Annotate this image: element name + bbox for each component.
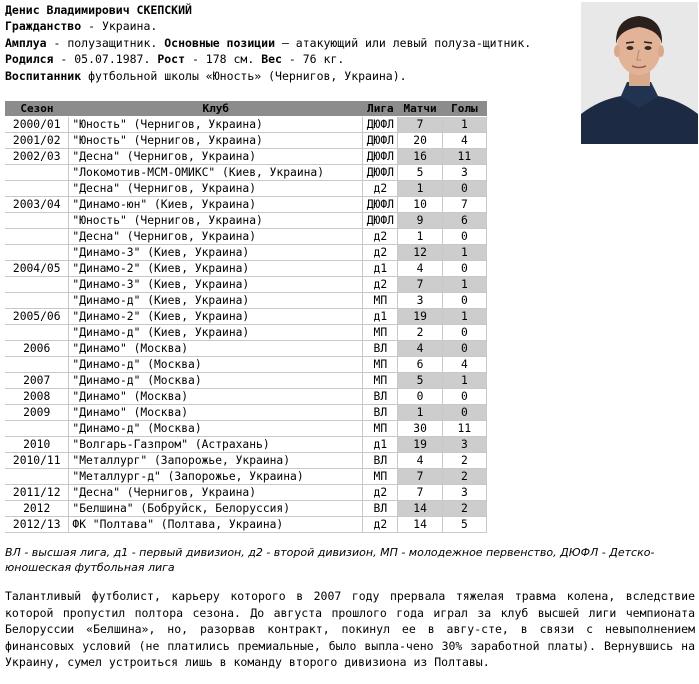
cell-club: "Металлург" (Запорожье, Украина) xyxy=(69,453,363,469)
cell-goals: 0 xyxy=(442,325,486,341)
cell-club: "Динамо" (Москва) xyxy=(69,341,363,357)
table-row xyxy=(5,437,487,453)
cell-league: МП xyxy=(363,421,398,437)
cell-season xyxy=(5,213,69,229)
cell-goals: 1 xyxy=(442,309,486,325)
cell-club: "Юность" (Чернигов, Украина) xyxy=(69,117,363,133)
cell-season xyxy=(5,277,69,293)
cell-season: 2008 xyxy=(5,389,69,405)
table-row xyxy=(5,325,487,341)
table-row xyxy=(5,341,487,357)
cell-goals: 6 xyxy=(442,213,486,229)
pupil-value: футбольной школы «Юность» (Чернигов, Украина). xyxy=(81,68,407,83)
league-legend: ВЛ - высшая лига, д1 - первый дивизион, д2 - второй дивизион, МП - молодежное первенство, ДЮФЛ - Детско-юношеская футбольная лига xyxy=(5,546,655,574)
cell-matches: 5 xyxy=(398,373,442,389)
positions-value: — атакующий или левый полуза-щитник. xyxy=(275,35,532,50)
table-row xyxy=(5,165,487,181)
header-season: Сезон xyxy=(5,101,69,117)
pupil-label: Воспитанник xyxy=(5,68,82,83)
cell-matches: 7 xyxy=(398,485,442,501)
citizenship-label: Гражданство xyxy=(5,19,82,34)
citizenship-value: - Украина. xyxy=(81,19,158,34)
cell-club: "Юность" (Чернигов, Украина) xyxy=(69,133,363,149)
cell-league: д2 xyxy=(363,245,398,261)
cell-league: ВЛ xyxy=(363,405,398,421)
height-value: - 178 см. xyxy=(185,52,262,67)
cell-goals: 2 xyxy=(442,453,486,469)
cell-league: ДЮФЛ xyxy=(363,197,398,213)
cell-league: ДЮФЛ xyxy=(363,117,398,133)
cell-league: д2 xyxy=(363,277,398,293)
cell-matches: 6 xyxy=(398,357,442,373)
cell-league: д2 xyxy=(363,181,398,197)
cell-matches: 7 xyxy=(398,277,442,293)
cell-club: "Динамо-д" (Киев, Украина) xyxy=(69,325,363,341)
cell-league: ДЮФЛ xyxy=(363,165,398,181)
table-row xyxy=(5,181,487,197)
cell-matches: 7 xyxy=(398,117,442,133)
cell-season xyxy=(5,325,69,341)
header-goals: Голы xyxy=(442,101,486,117)
cell-matches: 14 xyxy=(398,517,442,533)
player-name-line xyxy=(5,2,565,18)
cell-goals: 1 xyxy=(442,117,486,133)
cell-matches: 4 xyxy=(398,261,442,277)
cell-matches: 4 xyxy=(398,341,442,357)
header-matches: Матчи xyxy=(398,101,442,117)
citizenship-line xyxy=(5,18,565,34)
cell-goals: 0 xyxy=(442,229,486,245)
cell-goals: 1 xyxy=(442,245,486,261)
cell-season xyxy=(5,293,69,309)
table-row xyxy=(5,293,487,309)
cell-club: "Динамо-д" (Киев, Украина) xyxy=(69,293,363,309)
cell-league: д2 xyxy=(363,517,398,533)
cell-matches: 0 xyxy=(398,389,442,405)
weight-label: Вес xyxy=(261,52,282,67)
table-row xyxy=(5,357,487,373)
cell-league: МП xyxy=(363,469,398,485)
cell-season xyxy=(5,357,69,373)
cell-matches: 30 xyxy=(398,421,442,437)
role-label: Амплуа xyxy=(5,35,47,50)
table-row xyxy=(5,133,487,149)
player-portrait-image xyxy=(581,2,698,144)
pupil-line xyxy=(5,68,565,84)
table-row xyxy=(5,309,487,325)
cell-club: "Десна" (Чернигов, Украина) xyxy=(69,485,363,501)
table-row xyxy=(5,373,487,389)
cell-club: ФК "Полтава" (Полтава, Украина) xyxy=(69,517,363,533)
cell-club: "Десна" (Чернигов, Украина) xyxy=(69,149,363,165)
table-row xyxy=(5,229,487,245)
cell-matches: 10 xyxy=(398,197,442,213)
cell-league: МП xyxy=(363,293,398,309)
table-row xyxy=(5,389,487,405)
cell-season: 2003/04 xyxy=(5,197,69,213)
cell-club: "Динамо-юн" (Киев, Украина) xyxy=(69,197,363,213)
cell-club: "Металлург-д" (Запорожье, Украина) xyxy=(69,469,363,485)
cell-season xyxy=(5,469,69,485)
born-label: Родился xyxy=(5,52,54,67)
cell-goals: 0 xyxy=(442,261,486,277)
weight-value: - 76 кг. xyxy=(281,52,345,67)
cell-league: МП xyxy=(363,357,398,373)
cell-goals: 11 xyxy=(442,421,486,437)
cell-club: "Локомотив-МСМ-ОМИКС" (Киев, Украина) xyxy=(69,165,363,181)
career-table-header xyxy=(5,101,487,117)
cell-league: д2 xyxy=(363,485,398,501)
player-photo xyxy=(581,2,698,144)
player-story: Талантливый футболист, карьеру которого в 2007 году прервала тяжелая травма колена, вследствие которой пропустил полтора сезона. До августа прошлого года играл за клуб высшей лиги чемпионата Белоруссии «Белшина», но, разорвав контракт, покинул ее в авгу-сте, в связи с невыполнением финансовых условий (не платились премиальные, было выпла-чено 30% заработной платы). Вернувшись на Украину, сумел устроиться лишь в команду второго дивизиона из Полтавы. xyxy=(5,589,695,669)
cell-league: ДЮФЛ xyxy=(363,133,398,149)
cell-season: 2010 xyxy=(5,437,69,453)
cell-season: 2006 xyxy=(5,341,69,357)
table-row xyxy=(5,149,487,165)
cell-matches: 4 xyxy=(398,453,442,469)
born-value: - 05.07.1987. xyxy=(53,52,158,67)
cell-goals: 4 xyxy=(442,357,486,373)
cell-season: 2005/06 xyxy=(5,309,69,325)
cell-matches: 5 xyxy=(398,165,442,181)
table-row xyxy=(5,277,487,293)
cell-matches: 1 xyxy=(398,181,442,197)
cell-club: "Динамо" (Москва) xyxy=(69,405,363,421)
table-row xyxy=(5,197,487,213)
career-table xyxy=(5,101,487,533)
cell-league: ВЛ xyxy=(363,453,398,469)
cell-club: "Динамо-3" (Киев, Украина) xyxy=(69,277,363,293)
cell-season: 2010/11 xyxy=(5,453,69,469)
player-bio xyxy=(5,2,565,84)
table-row xyxy=(5,421,487,437)
cell-club: "Юность" (Чернигов, Украина) xyxy=(69,213,363,229)
cell-matches: 12 xyxy=(398,245,442,261)
cell-league: МП xyxy=(363,325,398,341)
cell-season xyxy=(5,181,69,197)
cell-season: 2011/12 xyxy=(5,485,69,501)
header-league: Лига xyxy=(363,101,398,117)
cell-goals: 11 xyxy=(442,149,486,165)
cell-season: 2009 xyxy=(5,405,69,421)
cell-goals: 0 xyxy=(442,389,486,405)
table-row xyxy=(5,469,487,485)
table-row xyxy=(5,117,487,133)
cell-matches: 14 xyxy=(398,501,442,517)
cell-matches: 1 xyxy=(398,229,442,245)
cell-league: ДЮФЛ xyxy=(363,213,398,229)
cell-goals: 0 xyxy=(442,181,486,197)
cell-league: д1 xyxy=(363,261,398,277)
cell-goals: 3 xyxy=(442,437,486,453)
cell-matches: 1 xyxy=(398,405,442,421)
cell-season xyxy=(5,165,69,181)
table-row xyxy=(5,245,487,261)
cell-club: "Десна" (Чернигов, Украина) xyxy=(69,181,363,197)
cell-season: 2012/13 xyxy=(5,517,69,533)
height-label: Рост xyxy=(157,52,186,67)
cell-club: "Белшина" (Бобруйск, Белоруссия) xyxy=(69,501,363,517)
table-row xyxy=(5,485,487,501)
cell-league: д1 xyxy=(363,309,398,325)
table-row xyxy=(5,517,487,533)
cell-season: 2000/01 xyxy=(5,117,69,133)
cell-goals: 2 xyxy=(442,469,486,485)
cell-goals: 1 xyxy=(442,373,486,389)
cell-club: "Десна" (Чернигов, Украина) xyxy=(69,229,363,245)
table-row xyxy=(5,405,487,421)
cell-season: 2002/03 xyxy=(5,149,69,165)
cell-club: "Волгарь-Газпром" (Астрахань) xyxy=(69,437,363,453)
cell-goals: 1 xyxy=(442,277,486,293)
cell-league: д2 xyxy=(363,229,398,245)
role-line xyxy=(5,35,565,51)
cell-club: "Динамо-2" (Киев, Украина) xyxy=(69,309,363,325)
cell-season xyxy=(5,245,69,261)
cell-goals: 4 xyxy=(442,133,486,149)
cell-season: 2004/05 xyxy=(5,261,69,277)
cell-season: 2012 xyxy=(5,501,69,517)
table-row xyxy=(5,453,487,469)
cell-matches: 19 xyxy=(398,309,442,325)
cell-league: д1 xyxy=(363,437,398,453)
cell-league: ВЛ xyxy=(363,389,398,405)
cell-matches: 2 xyxy=(398,325,442,341)
born-line xyxy=(5,51,565,67)
table-row xyxy=(5,501,487,517)
cell-goals: 3 xyxy=(442,165,486,181)
cell-league: ВЛ xyxy=(363,501,398,517)
cell-season xyxy=(5,421,69,437)
player-name: Денис Владимирович СКЕПСКИЙ xyxy=(5,3,192,17)
table-row xyxy=(5,213,487,229)
cell-club: "Динамо-д" (Москва) xyxy=(69,421,363,437)
cell-league: МП xyxy=(363,373,398,389)
cell-season: 2007 xyxy=(5,373,69,389)
cell-matches: 20 xyxy=(398,133,442,149)
cell-matches: 7 xyxy=(398,469,442,485)
cell-goals: 0 xyxy=(442,293,486,309)
cell-matches: 16 xyxy=(398,149,442,165)
cell-matches: 19 xyxy=(398,437,442,453)
cell-goals: 5 xyxy=(442,517,486,533)
cell-league: ВЛ xyxy=(363,341,398,357)
table-row xyxy=(5,261,487,277)
cell-goals: 2 xyxy=(442,501,486,517)
cell-club: "Динамо-д" (Москва) xyxy=(69,373,363,389)
cell-league: ДЮФЛ xyxy=(363,149,398,165)
cell-matches: 9 xyxy=(398,213,442,229)
role-value: - полузащитник. xyxy=(46,35,165,50)
header-club: Клуб xyxy=(69,101,363,117)
career-table-body xyxy=(5,117,487,533)
cell-matches: 3 xyxy=(398,293,442,309)
cell-club: "Динамо-3" (Киев, Украина) xyxy=(69,245,363,261)
cell-goals: 0 xyxy=(442,405,486,421)
cell-club: "Динамо" (Москва) xyxy=(69,389,363,405)
positions-label: Основные позиции xyxy=(164,35,276,50)
cell-goals: 0 xyxy=(442,341,486,357)
cell-goals: 7 xyxy=(442,197,486,213)
cell-season xyxy=(5,229,69,245)
cell-club: "Динамо-2" (Киев, Украина) xyxy=(69,261,363,277)
cell-season: 2001/02 xyxy=(5,133,69,149)
cell-goals: 3 xyxy=(442,485,486,501)
cell-club: "Динамо-д" (Москва) xyxy=(69,357,363,373)
